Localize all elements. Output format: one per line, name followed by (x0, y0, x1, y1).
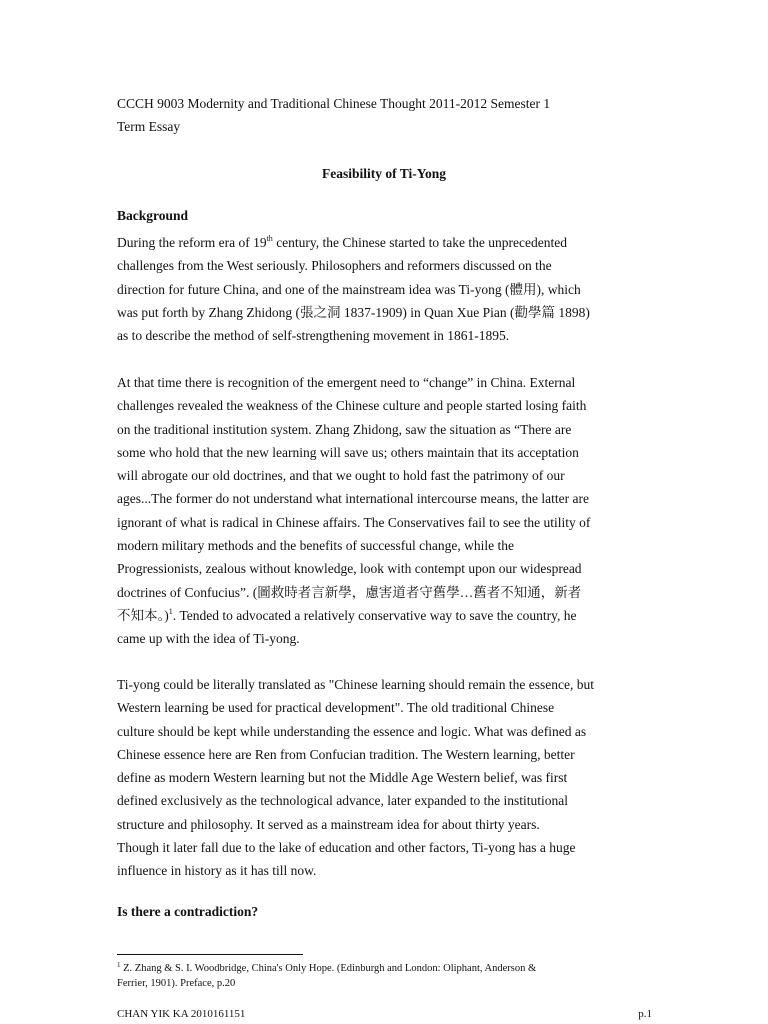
footnote-marker: 1 (117, 961, 121, 969)
text-line: culture should be kept while understanding the essence and logic. What was defined as (117, 723, 587, 739)
text-line: modern military methods and the benefits of successful change, while the (117, 538, 515, 554)
text-line: Ti-yong could be literally translated as "Chinese learning should remain the essence, but (117, 677, 595, 692)
text-line: doctrines of Confucius”. (圖救時者言新學，慮害道者守舊學…舊者不知通，新者 (117, 584, 582, 600)
text-line: 不知本。)$^1$. Tended to advocated a relatively conservative way to save the country, he (117, 606, 577, 623)
background-heading: Background (117, 208, 189, 223)
text-line: define as modern Western learning but not the Middle Age Western belief, was first (117, 770, 568, 786)
footer-author: CHAN YIK KA 2010161151 (117, 1008, 246, 1020)
text-line: During the reform era of 19th century, the Chinese started to take the unprecedented (117, 234, 567, 250)
text-line: as to describe the method of self-strengthening movement in 1861-1895. (117, 328, 510, 344)
background-paragraph-2 (117, 371, 657, 651)
text-line: Progressionists, zealous without knowledge, look with contempt upon our widespread (117, 561, 582, 577)
text-line: was put forth by Zhang Zhidong (張之洞 1837-1909) in Quan Xue Pian (勸學篇 1898) (117, 304, 590, 320)
footnote (117, 961, 657, 991)
superscript-th: th (266, 234, 273, 243)
course-line: CCCH 9003 Modernity and Traditional Chinese Thought 2011-2012 Semester 1 (117, 96, 551, 111)
text-line: At that time there is recognition of the emergent need to “change” in China. External (117, 375, 576, 390)
text-line: structure and philosophy. It served as a mainstream idea for about thirty years. (117, 816, 540, 832)
text-line: on the traditional institution system. Zhang Zhidong, saw the situation as “There are (117, 421, 572, 437)
text-line: Western learning be used for practical development". The old traditional Chinese (117, 700, 555, 716)
footnote-line: $^1$ Z. Zhang & S. I. Woodbridge, China's Only Hope. (Edinburgh and London: Oliphant, Anderson & (117, 961, 537, 974)
text-line: defined exclusively as the technological advance, later expanded to the institutional (117, 793, 568, 809)
footnote-line: Ferrier, 1901). Preface, p.20 (117, 978, 236, 989)
essay-title: Feasibility of Ti-Yong (321, 166, 447, 181)
page-number: p.1 (638, 1008, 652, 1020)
text-line: ages...The former do not understand what international intercourse means, the latter are (117, 491, 589, 507)
essay-header (117, 92, 657, 138)
text-line: direction for future China, and one of the mainstream idea was Ti-yong (體用), which (117, 281, 581, 297)
essay-type: Term Essay (117, 119, 181, 134)
text-line: will abrogate our old doctrines, and that we ought to hold fast the patrimony of our (117, 468, 565, 484)
footnote-reference: 1 (168, 606, 173, 616)
text-line: some who hold that the new learning will save us; others maintain that its acceptation (117, 444, 579, 460)
text-line: challenges from the West seriously. Philosophers and reformers discussed on the (117, 258, 552, 274)
text-line: influence in history as it has till now. (117, 863, 317, 879)
text-line: ignorant of what is radical in Chinese affairs. The Conservatives fail to see the utility of (117, 514, 591, 530)
text-line: came up with the idea of Ti-yong. (117, 631, 300, 647)
background-paragraph-3 (117, 673, 657, 883)
text-line: Chinese essence here are Ren from Confucian tradition. The Western learning, better (117, 746, 575, 762)
text-line: challenges revealed the weakness of the Chinese culture and people started losing faith (117, 398, 587, 414)
contradiction-heading: Is there a contradiction? (117, 904, 259, 919)
footnote-divider (117, 954, 303, 955)
text-line: Though it later fall due to the lake of education and other factors, Ti-yong has a huge (117, 840, 576, 856)
background-paragraph-1 (117, 231, 657, 347)
